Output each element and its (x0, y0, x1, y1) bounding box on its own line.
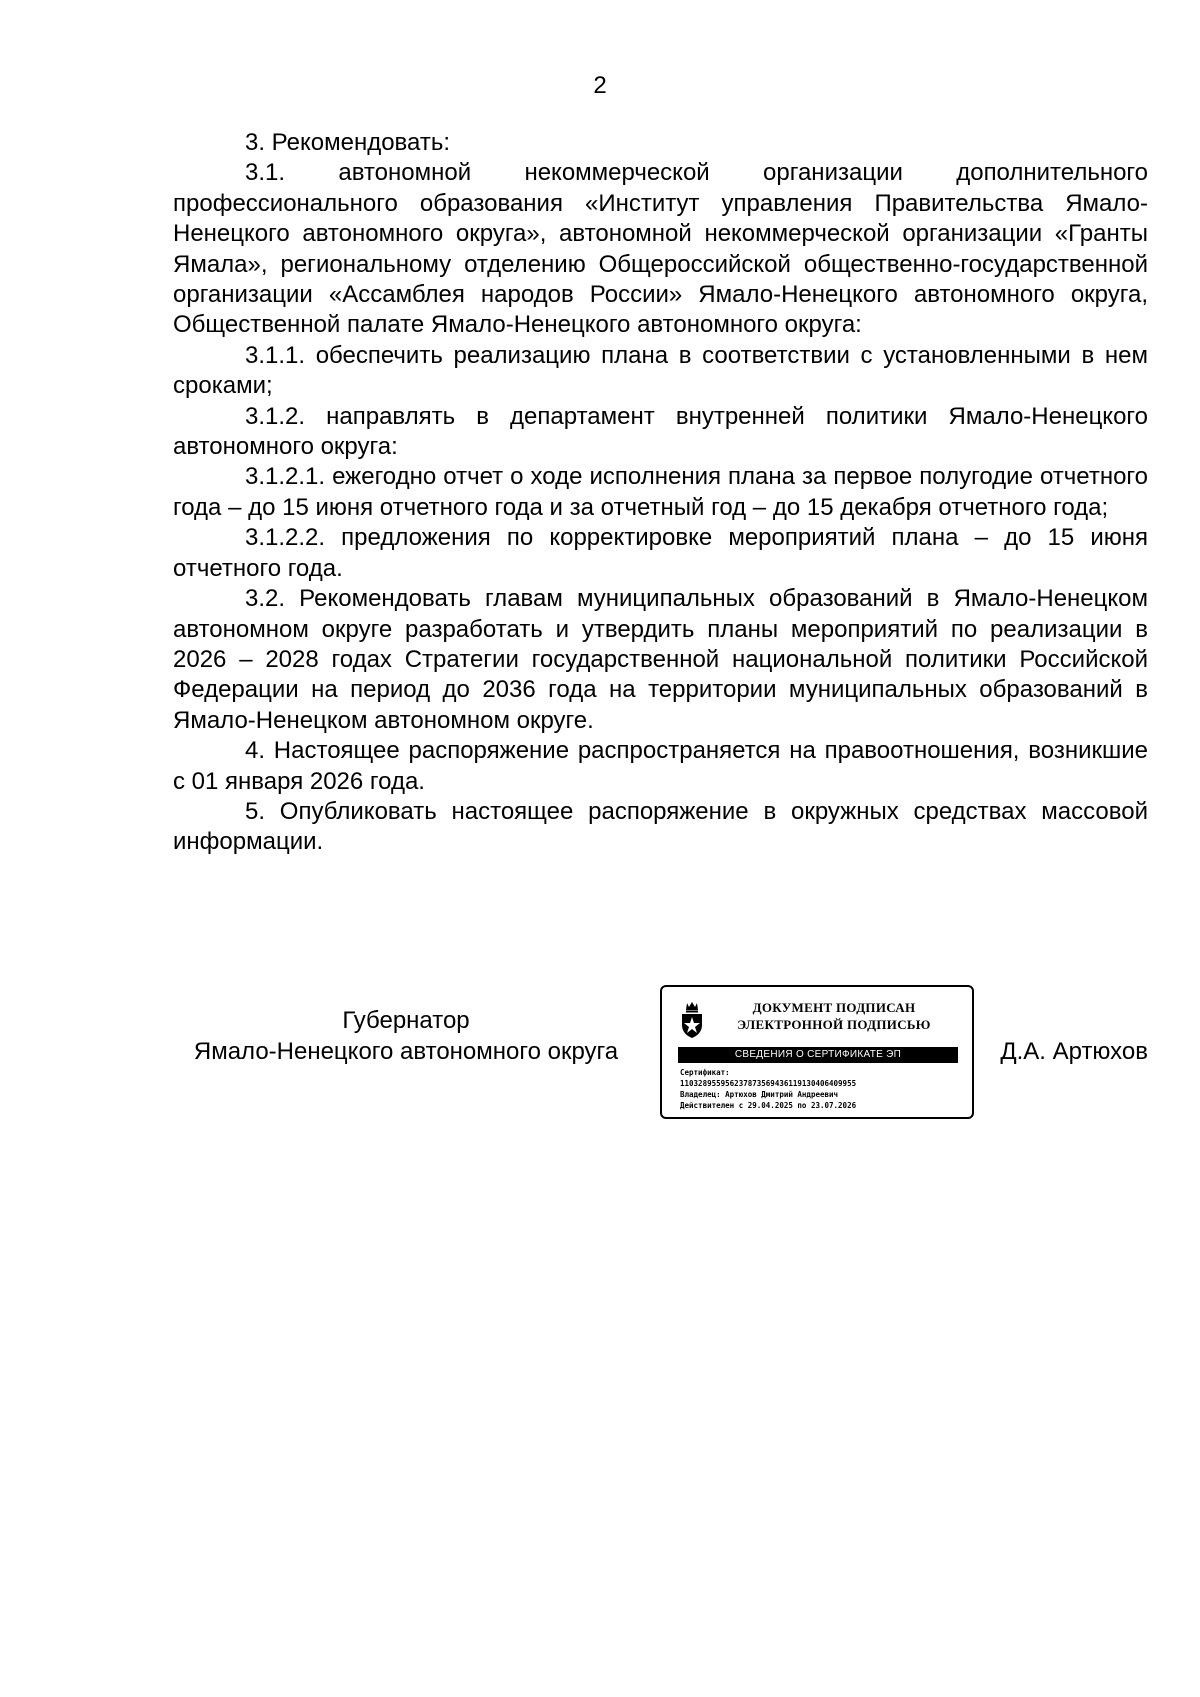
document-body (173, 128, 1148, 858)
certificate-number: 110328955956237873569436119130406409955 (680, 1079, 857, 1088)
signatory-title (173, 1005, 639, 1067)
signatory-title-line1: Губернатор (342, 1007, 470, 1034)
stamp-heading (714, 999, 954, 1033)
paragraph-3-2: 3.2. Рекомендовать главам муниципальных образований в Ямало-Ненецком автономном округе разработать и утвердить планы мероприятий по реализации в 2026 – 2028 годах Стратегии государственной национальной политики Российской Федерации на период до 2036 года на территории муниципальных образований в Ямало-Ненецком автономном округе. (173, 585, 1148, 734)
signature-block (0, 985, 1200, 1125)
paragraph-3-1: 3.1. автономной некоммерческой организации дополнительного профессионального образования «Институт управления Правительства Ямало-Ненецкого автономного округа», автономной некоммерческой организации «Гранты Ямала», региональному отделению Общероссийской общественно-государственной организации «Ассамблея народов России» Ямало-Ненецкого автономного округа, Общественной палате Ямало-Ненецкого автономного округа: (173, 159, 1148, 339)
electronic-signature-stamp (660, 985, 974, 1119)
page-number: 2 (593, 72, 607, 99)
paragraph-3-1-1: 3.1.1. обеспечить реализацию плана в соответствии с установленными в нем сроками; (173, 341, 1148, 400)
paragraph-3-1-2: 3.1.2. направлять в департамент внутренней политики Ямало-Ненецкого автономного округа: (173, 402, 1148, 461)
certificate-owner: Владелец: Артюхов Дмитрий Андреевич (680, 1090, 839, 1099)
coat-of-arms-icon (678, 999, 706, 1039)
paragraph-5: 5. Опубликовать настоящее распоряжение в окружных средствах массовой информации. (173, 797, 1148, 856)
paragraph-3: 3. Рекомендовать: (245, 129, 451, 156)
paragraph-4: 4. Настоящее распоряжение распространяется на правоотношения, возникшие с 01 января 2026 года. (173, 737, 1148, 795)
certificate-label: Сертификат: (680, 1068, 730, 1077)
paragraph-3-1-2-1: 3.1.2.1. ежегодно отчет о ходе исполнения плана за первое полугодие отчетного года – до 15 июня отчетного года и за отчетный год – до 15 декабря отчетного года; (173, 463, 1148, 521)
certificate-info-bar: СВЕДЕНИЯ О СЕРТИФИКАТЕ ЭП (678, 1047, 958, 1063)
certificate-details (680, 1067, 970, 1111)
stamp-heading-line1: ДОКУМЕНТ ПОДПИСАН (752, 1000, 916, 1015)
paragraph-3-1-2-2: 3.1.2.2. предложения по корректировке мероприятий плана – до 15 июня отчетного года. (173, 524, 1148, 582)
certificate-validity: Действителен с 29.04.2025 по 23.07.2026 (680, 1101, 857, 1110)
signatory-name: Д.А. Артюхов (1000, 1038, 1148, 1065)
signatory-title-line2: Ямало-Ненецкого автономного округа (193, 1038, 619, 1065)
stamp-heading-line2: ЭЛЕКТРОННОЙ ПОДПИСЬЮ (737, 1017, 931, 1032)
